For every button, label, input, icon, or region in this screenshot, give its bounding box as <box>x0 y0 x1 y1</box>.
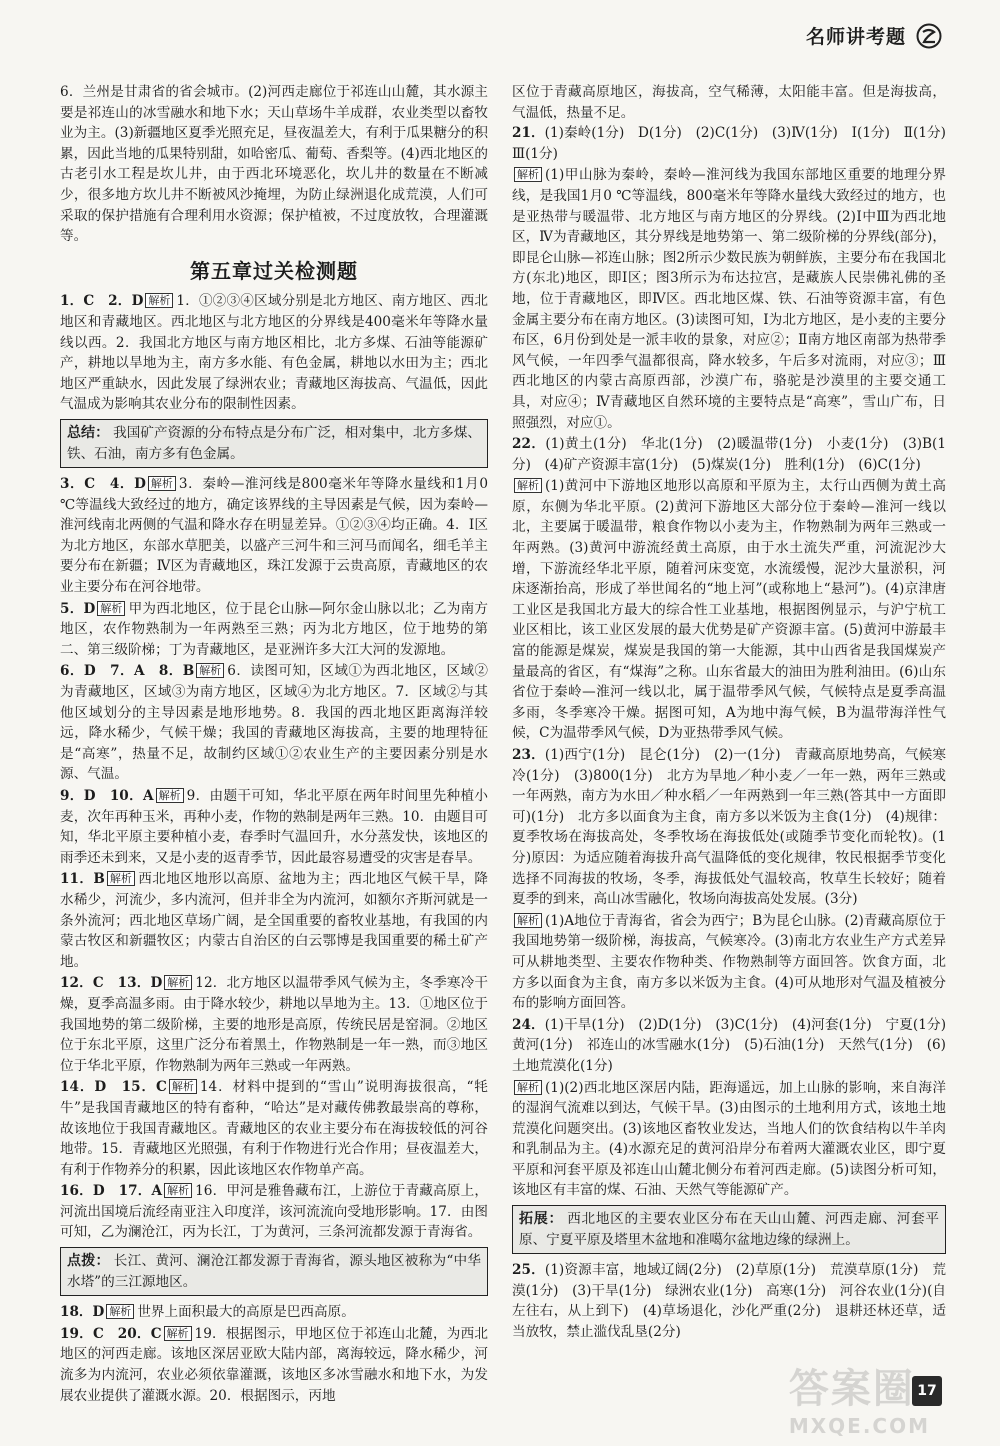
answer-text: (1)资源丰富，地域辽阔(2分) (2)草原(1分) 荒漠草原(1分) 荒漠(1分) (3)干旱(1分) 绿洲农业(1分) 高寒(1分) 河谷农业(1分)(自左往右，从上到下) (4)草场退化，沙化严重(2分) 退耕还林还草，适当放牧，禁止滥伐乱垦(2分) <box>512 1262 947 1341</box>
answer-key: 1．C 2．D <box>60 293 144 310</box>
answer-item <box>60 973 488 1076</box>
answer-text: (1)A地位于青海省，省会为西宁；B为昆仑山脉。(2)青藏高原位于我国地势第一级阶梯，海拔高，气候寒冷。(3)南北方农业生产方式差异可从耕地类型、主要农作物种类、作物熟制等方面回答。饮食方面，北方多以面食为主食，南方多以米饭为主食。(4)可从地形对气温及植被分布的影响方面回答。 <box>512 912 946 1012</box>
analysis-label: 解析 <box>514 913 542 928</box>
answer-text: 世界上面积最大的高原是巴西高原。 <box>137 1304 355 1321</box>
answer-text: 16．甲河是雅鲁藏布江，上游位于青藏高原上，河流出国境后流经南亚注入印度洋，该河流流向受地形影响。17．由图可知，乙为澜沧江，丙为长江，丁为黄河，三条河流都发源于青海省。 <box>60 1183 488 1241</box>
analysis-label: 解析 <box>164 975 192 990</box>
answer-text: 19．根据图示，甲地区位于祁连山北麓，为西北地区的河西走廊。该地区深居亚欧大陆内部，离海较远，降水稀少，河流多为内流河，农业必须依靠灌溉，该地区多冰雪融水和地下水，为发展农业提供了灌溉水源。20．根据图示，丙地 <box>60 1325 488 1404</box>
note-box-text: 我国矿产资源的分布特点是分布广泛，相对集中，北方多煤、铁、石油，南方多有色金属。 <box>67 424 482 462</box>
answer-text: 3．秦岭—淮河线是800毫米年等降水量线和1月0 ℃等温线大致经过的地方，确定该界线的主导因素是气候，因为秦岭—淮河线南北两侧的气温和降水存在明显差异。①②③④均正确。4．Ⅰ区为北方地区，东部水草肥美，以盛产三河牛和三河马而闻名，细毛羊主要分布在新疆；Ⅳ区为青藏地区，珠江发源于云贵高原，青藏地区的农业主要分布在河谷地带。 <box>60 476 488 596</box>
watermark-main: 答案圈 <box>788 1366 915 1412</box>
answer-item <box>60 1324 488 1406</box>
answer-key: 3．C 4．D <box>60 476 146 493</box>
answer-text: (1)(2)西北地区深居内陆，距海遥远，加上山脉的影响，来自海洋的湿润气流难以到达，气候干旱。(3)由图示的土地利用方式，该地土地荒漠化问题突出。(3)该地区畜牧业发达，当地人们的饮食结构以牛羊肉和乳制品为主。(4)水源充足的黄河沿岸分布着两大灌溉农业区，即宁夏平原和河套平原及祁连山山麓北侧分布着河西走廊。(5)读图分析可知，该地区有丰富的煤、石油、天然气等能源矿产。 <box>512 1079 946 1199</box>
analysis-label: 解析 <box>145 293 173 308</box>
answer-key: 18．D <box>60 1304 105 1321</box>
answer-item <box>512 745 946 910</box>
answer-key: 14．D 15．C <box>60 1079 167 1096</box>
answer-key: 5．D <box>60 600 96 617</box>
answer-key: 21． <box>512 125 545 142</box>
answer-text: 甲为西北地区，位于昆仑山脉—阿尔金山脉以北；乙为南方地区，农作物熟制为一年两熟至三熟；丙为北方地区，位于地势的第二、第三级阶梯；丁为青藏地区，是亚洲许多大江大河的发源地。 <box>60 600 489 658</box>
note-box <box>60 419 488 468</box>
answer-item <box>60 1077 488 1180</box>
answer-key: 6．D 7．A 8．B <box>60 663 195 680</box>
answer-text: (1)黄土(1分) 华北(1分) (2)暖温带(1分) 小麦(1分) (3)B(1分) (4)矿产资源丰富(1分) (5)煤炭(1分) 胜利(1分) (6)C(1分) <box>512 436 947 473</box>
answer-key: 25． <box>512 1262 545 1279</box>
answer-key: 22． <box>512 436 546 453</box>
brand-title: 名师讲考题 <box>805 26 906 48</box>
watermark-sub: MXQE.COM <box>788 1414 930 1438</box>
answer-item <box>512 911 946 1014</box>
analysis-label: 解析 <box>164 1326 192 1341</box>
answer-key: 16．D 17．A <box>60 1183 163 1200</box>
analysis-label: 解析 <box>164 1183 192 1198</box>
note-box-tag: 点拨： <box>67 1253 110 1270</box>
note-box <box>512 1205 946 1254</box>
answer-item <box>60 474 488 598</box>
note-box-text: 西北地区的主要农业区分布在天山山麓、河西走廊、河套平原、宁夏平原及塔里木盆地和准噶尔盆地边缘的绿洲上。 <box>519 1211 939 1248</box>
left-answer-list <box>60 291 488 1406</box>
answer-item <box>60 1181 488 1243</box>
answer-key: 11．B <box>60 871 105 888</box>
brand-logo-icon <box>916 23 942 49</box>
note-box <box>60 1247 488 1296</box>
answer-text: (1)干旱(1分) (2)D(1分) (3)C(1分) (4)河套(1分) 宁夏(1分) 黄河(1分) 祁连山的冰雪融水(1分) (5)石油(1分) 天然气(1分) (6)土地荒漠化(1分) <box>512 1016 960 1074</box>
analysis-label: 解析 <box>169 1079 197 1094</box>
answer-text: 9．由题干可知，华北平原在两年时间里先种植小麦，次年再种玉米，再种小麦，作物的熟制是两年三熟。10．由题目可知，华北平原主要种植小麦，春季时气温回升，水分蒸发快，该地区的雨季还未到来，又是小麦的返青季节，因此最容易遭受的灾害是春旱。 <box>60 788 488 866</box>
answer-text: (1)甲山脉为秦岭，秦岭—淮河线为我国东部地区重要的地理分界线，是我国1月0 ℃等温线，800毫米年等降水量线大致经过的地方，也是亚热带与暖温带、北方地区与南方地区的分界线。(2)Ⅰ中Ⅲ为西北地区，Ⅳ为青藏地区，其分界线是地势第一、第二级阶梯的分界线(部分)，即昆仑山脉—祁连山脉；图2所示少数民族为朝鲜族，主要分布在我国北方(东北)地区，即Ⅰ区；图3所示为布达拉宫，是藏族人民崇佛礼佛的圣地，位于青藏地区，即Ⅳ区。西北地区煤、铁、石油等资源丰富，有色金属主要分布在南方地区。(3)读图可知，Ⅰ为北方地区，是小麦的主要分布区，6月份到处是一派丰收的景象，对应②；Ⅱ南方地区南部为热带季风气候，一年四季气温都很高，降水较多，午后多对流雨，对应③；Ⅲ西北地区的内蒙古高原西部，沙漠广布，骆驼是沙漠里的主要交通工具，对应④；Ⅳ青藏地区自然环境的主要特点是“高寒”，雪山广布，日照强烈，对应①。 <box>512 167 946 431</box>
answer-item <box>512 123 960 164</box>
answer-item <box>512 434 946 475</box>
note-box-tag: 拓展： <box>519 1211 564 1228</box>
note-box-text: 长江、黄河、澜沧江都发源于青海省，源头地区被称为“中华水塔”的三江源地区。 <box>67 1253 482 1290</box>
analysis-label: 解析 <box>148 476 176 491</box>
analysis-label: 解析 <box>107 871 135 886</box>
answer-item <box>512 476 946 744</box>
answer-key: 9．D 10．A <box>60 788 154 804</box>
answer-item <box>60 786 488 868</box>
answer-item <box>512 1078 946 1202</box>
analysis-label: 解析 <box>97 601 125 616</box>
answer-key: 19．C 20．C <box>60 1325 162 1342</box>
answer-item <box>60 869 488 972</box>
answer-text: (1)秦岭(1分) D(1分) (2)C(1分) (3)Ⅳ(1分) Ⅰ(1分) Ⅱ(1分) Ⅲ(1分) <box>512 125 960 162</box>
page-header <box>806 22 942 49</box>
left-intro-paragraph: 6．兰州是甘肃省的省会城市。(2)河西走廊位于祁连山山麓，其水源主要是祁连山的冰雪融水和地下水；天山草场牛羊成群，农业类型以畜牧业为主。(3)新疆地区夏季光照充足，昼夜温差大，有利于瓜果糖分的积累，因此当地的瓜果特别甜，如哈密瓜、葡萄、香梨等。(4)西北地区的古老引水工程是坎儿井，由于西北环境恶化，坎儿井的数量在不断减少，很多地方坎儿井不断被风沙掩埋，为防止绿洲退化成荒漠，人们可采取的保护措施有合理利用水资源；保护植被，不过度放牧，合理灌溉等。 <box>60 84 488 245</box>
answer-item <box>60 1302 488 1323</box>
right-intro-paragraph: 区位于青藏高原地区，海拔高，空气稀薄，太阳能丰富。但是海拔高，气温低，热量不足。 <box>512 84 946 121</box>
answer-item <box>512 165 946 433</box>
right-answer-list <box>512 123 960 1342</box>
answer-text: 12．北方地区以温带季风气候为主，冬季寒冷干燥，夏季高温多雨。由于降水较少，耕地以旱地为主。13．①地区位于我国地势的第二级阶梯，主要的地形是高原，传统民居是窑洞。②地区位于东北平原，这里广泛分布着黑土，作物熟制是一年一熟，而③地区位于华北平原，作物熟制为两年三熟或一年两熟。 <box>60 975 489 1074</box>
answer-key: 23． <box>512 747 545 763</box>
answer-key: 12．C 13．D <box>60 975 163 992</box>
right-column <box>512 82 960 1344</box>
answer-text: 6．读图可知，区域①为西北地区，区域②为青藏地区，区域③为南方地区，区域④为北方地区。7．区域②与其他区域划分的主导因素是地形地势。8．我国的西北地区距离海洋较远，降水稀少，气候干燥；我国的青藏地区海拔高，主要的地理特征是“高寒”，热量不足，故制约区域①②农业生产的主要因素分别是水源、气温。 <box>60 663 488 783</box>
answer-item <box>60 599 488 661</box>
answer-text: 14．材料中提到的“雪山”说明海拔很高，“牦牛”是我国青藏地区的特有畜种，“哈达”是对藏传佛教最崇高的尊称，故该地位于我国青藏地区。青藏地区的农业主要分布在海拔较低的河谷地带。15．青藏地区光照强，有利于作物进行光合作用；昼夜温差大，有利于作物养分的积累，因此该地区农作物单产高。 <box>60 1079 488 1178</box>
chapter-title: 第五章过关检测题 <box>190 258 358 283</box>
analysis-label: 解析 <box>514 478 542 493</box>
answer-item <box>60 661 488 785</box>
analysis-label: 解析 <box>514 167 542 182</box>
answer-key: 24． <box>512 1016 545 1033</box>
answer-item <box>512 1015 960 1077</box>
answer-text: 西北地区地形以高原、盆地为主；西北地区气候干旱，降水稀少，河流少，多内流河，但并非全为内流河，如额尔齐斯河就是一条外流河；西北地区草场广阔，是全国重要的畜牧业基地，有我国的内蒙古牧区和新疆牧区；内蒙古自治区的白云鄂博是我国重要的稀土矿产地。 <box>60 871 488 970</box>
analysis-label: 解析 <box>106 1304 134 1319</box>
note-box-tag: 总结： <box>67 424 110 441</box>
analysis-label: 解析 <box>156 788 184 803</box>
analysis-label: 解析 <box>196 663 224 678</box>
answer-text: 1．①②③④区域分别是北方地区、南方地区、西北地区和青藏地区。西北地区与北方地区的分界线是400毫米年等降水量线以西。2．我国北方地区与南方地区相比，北方多煤、石油等能源矿产，耕地以旱地为主，南方多水能、有色金属，耕地以水田为主；西北地区严重缺水，因此发展了绿洲农业；青藏地区海拔高、气温低，因此气温成为影响其农业分布的限制性因素。 <box>60 293 488 413</box>
left-column <box>60 82 488 1407</box>
watermark <box>789 1357 930 1438</box>
answer-text: (1)西宁(1分) 昆仑(1分) (2)一(1分) 青藏高原地势高，气候寒冷(1分) (3)800(1分) 北方为旱地／种小麦／一年一熟，两年三熟或一年两熟，南方为水田／种水稻／一年两熟到一年三熟(答其中一方面即可)(1分) 北方多以面食为主食，南方多以米饭为主食(1分) (4)规律：夏季牧场在海拔高处，冬季牧场在海拔低处(或随季节变化而轮牧)。(1分)原因：为适应随着海拔升高气温降低的变化规律，牧民根据季节变化选择不同海拔的牧场，冬季，海拔低处气温较高，牧草生长较好；随着夏季的到来，高山冰雪融化，牧场向海拔高处发展。(3分) <box>512 747 947 908</box>
analysis-label: 解析 <box>514 1080 542 1095</box>
page-number: 17 <box>912 1376 942 1406</box>
answer-item <box>60 291 488 415</box>
answer-item <box>512 1260 946 1342</box>
answer-text: (1)黄河中下游地区地形以高原和平原为主，太行山西侧为黄土高原，东侧为华北平原。(2)黄河下游地区大部分位于秦岭—淮河一线以北，主要属于暖温带，粮食作物以小麦为主，作物熟制为两年三熟或一年两熟。(3)黄河中游流经黄土高原，由于水土流失严重，河流泥沙大增，下游流经华北平原，随着河床变宽，水流缓慢，泥沙大量淤积，河床逐渐抬高，形成了举世闻名的“地上河”(或称地上“悬河”)。(4)京津唐工业区是我国北方最大的综合性工业基地，根据图例显示，与沪宁杭工业区相比，该工业区发展的最大优势是矿产资源丰富。(5)黄河中游最丰富的能源是煤炭，煤炭是我国的第一大能源，其中山西省是我国煤炭产量最高的省区，有“煤海”之称。山东省最大的油田为胜利油田。(6)山东省位于秦岭—淮河一线以北，属于温带季风气候，气候特点是夏季高温多雨，冬季寒冷干燥。据图可知，A为地中海气候，B为温带海洋性气候，C为温带季风气候，D为亚热带季风气候。 <box>512 478 946 742</box>
